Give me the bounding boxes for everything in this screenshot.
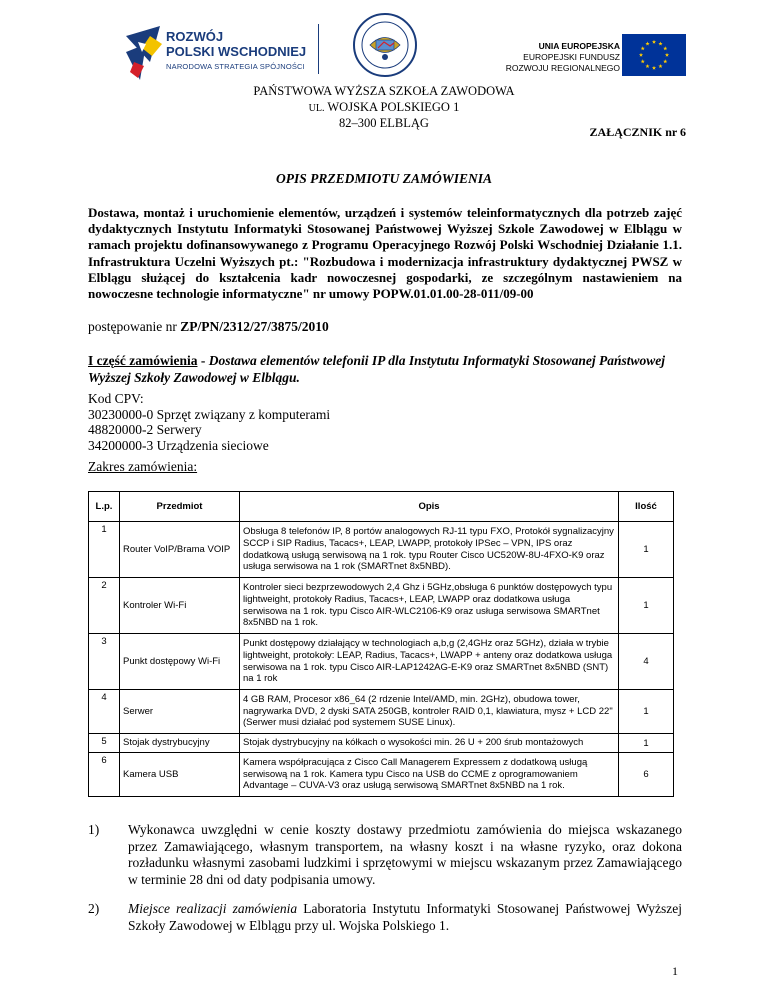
row-item: Router VoIP/Brama VOIP (120, 522, 240, 578)
eu-logo-text (506, 41, 620, 74)
page-number: 1 (672, 964, 678, 978)
header-desc: Opis (240, 492, 619, 522)
list-item (88, 901, 682, 934)
row-qty: 1 (619, 734, 674, 753)
cpv-block (88, 391, 330, 453)
school-street (0, 100, 768, 116)
logo-divider (318, 24, 319, 74)
header-item: Przedmiot (120, 492, 240, 522)
row-desc: Stojak dystrybucyjny na kółkach o wysokości min. 26 U + 200 śrub montażowych (240, 734, 619, 753)
table-row (89, 734, 674, 753)
document-title: OPIS PRZEDMIOTU ZAMÓWIENIA (275, 171, 493, 186)
row-lp: 6 (89, 753, 120, 797)
eu-logo-line1: UNIA EUROPEJSKA (538, 41, 620, 51)
row-qty: 1 (619, 578, 674, 634)
eu-logo-line3: ROZWOJU REGIONALNEGO (505, 63, 620, 73)
row-qty: 1 (619, 690, 674, 734)
row-lp: 5 (89, 734, 120, 753)
item-number: 1) (88, 822, 100, 837)
table-row (89, 634, 674, 690)
rpw-logo-line1: ROZWÓJ (166, 29, 224, 44)
item-text: Laboratoria Instytutu Informatyki Stosowanej Państwowej Wyższej Szkoły Zawodowej w Elblągu przy ul. Wojska Polskiego 1. (128, 901, 682, 933)
part-heading (88, 352, 682, 386)
item-text-wrapper (128, 901, 682, 934)
row-item: Serwer (120, 690, 240, 734)
row-lp: 1 (89, 522, 120, 578)
row-lp: 3 (89, 634, 120, 690)
proceeding-prefix: postępowanie nr (88, 319, 181, 334)
header-lp: L.p. (89, 492, 120, 522)
item-italic-lead: Miejsce realizacji zamówienia (128, 901, 298, 916)
specification-table (88, 491, 674, 797)
cpv-code: 34200000-3 Urządzenia sieciowe (88, 437, 269, 453)
row-lp: 2 (89, 578, 120, 634)
cpv-code: 48820000-2 Serwery (88, 422, 202, 438)
street-name: WOJSKA POLSKIEGO 1 (324, 100, 460, 114)
school-seal-icon (352, 12, 418, 78)
intro-paragraph: Dostawa, montaż i uruchomienie elementów, urządzeń i systemów teleinformatycznych dla potrzeb zajęć dydaktycznych Instytutu Informatyki Stosowanej Państwowej Wyższej Szkole Zawodowej w Elblągu w ramach projektu dofinansowywanego z Programu Operacyjnego Rozwój Polski Wschodniej Działanie 1.1. Infrastruktura Uczelni Wyższych pt.: "Rozbudowa i modernizacja infrastruktury dydaktycznej PWSZ w Elblągu służącej do kształcenia kadr nowoczesnej gospodarki, ze szczególnym nastawieniem na nowoczesne technologie informatyczne" nr umowy POPW.01.01.00-28-011/09-00 (88, 205, 682, 302)
table-row (89, 690, 674, 734)
part-label: I część zamówienia (88, 353, 198, 368)
row-item: Kamera USB (120, 753, 240, 797)
rpw-logo-line2: POLSKI WSCHODNIEJ (166, 44, 307, 59)
scope-heading: Zakres zamówienia: (88, 459, 198, 474)
row-item: Punkt dostępowy Wi-Fi (120, 634, 240, 690)
table-row (89, 578, 674, 634)
cpv-code: 30230000-0 Sprzęt związany z komputerami (88, 406, 331, 422)
school-city: 82–300 ELBLĄG (339, 116, 429, 130)
row-item: Kontroler Wi-Fi (120, 578, 240, 634)
table-header-row (89, 492, 674, 522)
row-qty: 1 (619, 522, 674, 578)
table-row (89, 753, 674, 797)
row-item: Stojak dystrybucyjny (120, 734, 240, 753)
table-row (89, 522, 674, 578)
proceeding-id: ZP/PN/2312/27/3875/2010 (180, 319, 329, 334)
row-desc: Obsługa 8 telefonów IP, 8 portów analogowych RJ-11 typu FXO, Protokół sygnalizacyjny SCCP i SIP Radius, Tacacs+, LEAP, LWAPP, protokoły IPSec – VPN, IPS oraz dodatkową usługą serwisową na 1 rok. typu Router Cisco UC520W-8U-4FXO-K9 oraz usługa serwisowa na 1 rok (SMARTnet 8x5NBD). (240, 522, 619, 578)
eu-logo-line2: EUROPEJSKI FUNDUSZ (523, 52, 620, 62)
row-desc: 4 GB RAM, Procesor x86_64 (2 rdzenie Intel/AMD, min. 2GHz), obudowa tower, nagrywarka DVD, 2 dyski SATA 250GB, kontroler RAID 0,1, klawiatura, mysz + LCD 22" (Serwer musi działać pod systemem SUSE Linux). (240, 690, 619, 734)
proceeding-number (88, 319, 682, 335)
school-name: PAŃSTWOWA WYŻSZA SZKOŁA ZAWODOWA (253, 84, 515, 98)
header-qty: Ilość (619, 492, 674, 522)
rpw-logo-line3: NARODOWA STRATEGIA SPÓJNOŚCI (166, 62, 305, 71)
row-lp: 4 (89, 690, 120, 734)
row-desc: Kamera współpracująca z Cisco Call Managerem Expressem z dodatkową usługą serwisową na 1 rok. Kamera typu Cisco na USB do CCME z oprogramowaniem Advantage – CUVA-V3 oraz usługą serwisową SMARTnet 8x5NBD na 1 rok. (240, 753, 619, 797)
part-description: Dostawa elementów telefonii IP dla Instytutu Informatyki Stosowanej Państwowej Wyższej Szkoły Zawodowej w Elblągu. (88, 353, 666, 385)
eu-flag-icon (622, 34, 686, 76)
list-item (88, 822, 682, 888)
attachment-label: ZAŁĄCZNIK nr 6 (589, 125, 686, 139)
part-dash: - (197, 353, 209, 368)
row-desc: Punkt dostępowy działający w technologiach a,b,g (2,4GHz oraz 5GHz), działa w trybie lightweight, protokoły: LEAP, Radius, Tacacs+, LWAPP + anteny oraz dodatkowa usługa serwisowa na 1 rok. typu Cisco AIR-LAP1242AG-E-K9 oraz SMARTnet 8x5NBD (SNT) na 1 rok (240, 634, 619, 690)
item-number: 2) (88, 901, 100, 916)
row-desc: Kontroler sieci bezprzewodowych 2,4 Ghz i 5GHz,obsługa 6 punktów dostępowych typu lightweight, protokoły Radius, Tacacs+, LEAP, LWAPP oraz dodatkowa usługa serwisowa na 1 rok. typu Cisco AIR-WLC2106-K9 oraz usługa serwisowa SMARTnet 8x5NBD na 1 rok. (240, 578, 619, 634)
street-prefix: UL. (308, 103, 325, 114)
row-qty: 6 (619, 753, 674, 797)
item-text: Wykonawca uwzględni w cenie koszty dostawy przedmiotu zamówienia do miejsca wskazanego przez Zamawiającego, własnym transportem, na własny koszt i na własne ryzyko, oraz dokona rozładunku własnymi zasobami ludzkimi i sprzętowymi w miejscu wskazanym przez Zamawiającego w terminie 28 dni od daty podpisania umowy. (128, 822, 682, 887)
cpv-heading: Kod CPV: (88, 391, 144, 406)
row-qty: 4 (619, 634, 674, 690)
